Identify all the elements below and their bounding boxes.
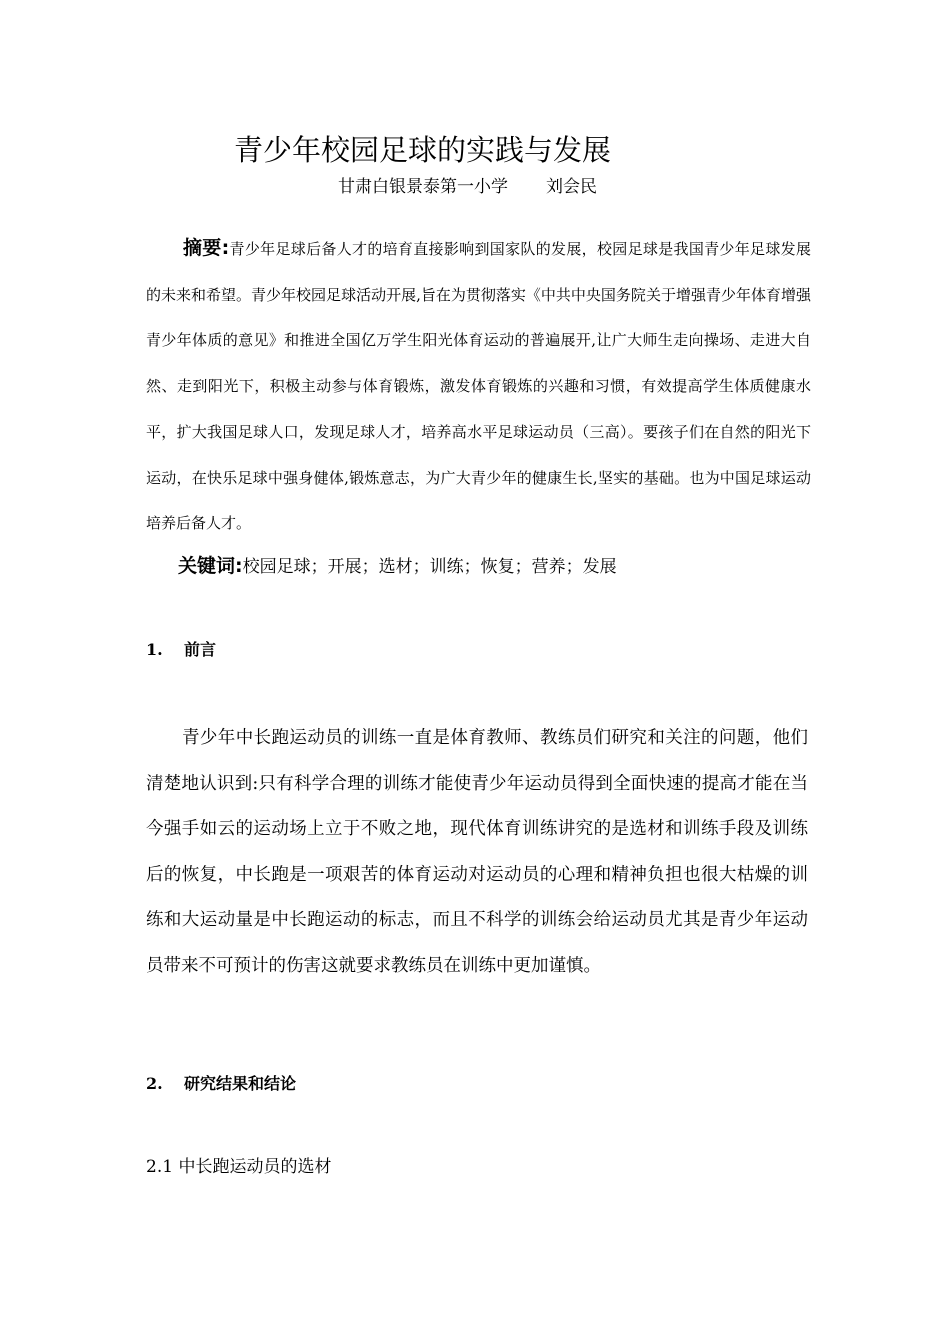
school-name: 甘肃白银景泰第一小学 xyxy=(338,177,508,197)
section-2-title: 研究结果和结论 xyxy=(184,1074,297,1093)
keywords-line xyxy=(178,550,617,583)
section-1-title: 前言 xyxy=(184,640,217,659)
keywords-text: 校园足球；开展；选材；训练；恢复；营养；发展 xyxy=(242,557,617,577)
section-1-heading xyxy=(146,637,216,663)
document-title: 青少年校园足球的实践与发展 xyxy=(234,133,612,167)
section-2-number: 2. xyxy=(146,1074,163,1093)
section-1-paragraph: 青少年中长跑运动员的训练一直是体育教师、教练员们研究和关注的问题，他们清楚地认识到:只有科学合理的训练才能使青少年运动员得到全面快速的提高才能在当今强手如云的运动场上立于不败之地，现代体育训练讲究的是选材和训练手段及训练后的恢复，中长跑是一项艰苦的体育运动对运动员的心理和精神负担也很大枯燥的训练和大运动量是中长跑运动的标志，而且不科学的训练会给运动员尤其是青少年运动员带来不可预计的伤害这就要求教练员在训练中更加谨慎。 xyxy=(146,728,808,976)
author-name: 刘会民 xyxy=(546,177,597,197)
section-2-heading xyxy=(146,1071,296,1097)
abstract-paragraph xyxy=(146,226,811,547)
keywords-label: 关键词: xyxy=(178,555,243,577)
abstract-text: 青少年足球后备人才的培育直接影响到国家队的发展，校园足球是我国青少年足球发展的未来和希望。青少年校园足球活动开展,旨在为贯彻落实《中共中央国务院关于增强青少年体育增强青少年体质的意见》和推进全国亿万学生阳光体育运动的普遍展开,让广大师生走向操场、走进大自然、走到阳光下，积极主动参与体育锻炼，激发体育锻炼的兴趣和习惯，有效提高学生体质健康水平，扩大我国足球人口，发现足球人才，培养高水平足球运动员（三高）。要孩子们在自然的阳光下运动，在快乐足球中强身健体,锻炼意志，为广大青少年的健康生长,坚实的基础。也为中国足球运动培养后备人才。 xyxy=(146,240,811,533)
subsection-2-1-heading: 2.1 中长跑运动员的选材 xyxy=(146,1157,332,1177)
abstract-label: 摘要: xyxy=(183,237,230,259)
author-line xyxy=(338,174,597,200)
section-1-number: 1. xyxy=(146,640,163,659)
